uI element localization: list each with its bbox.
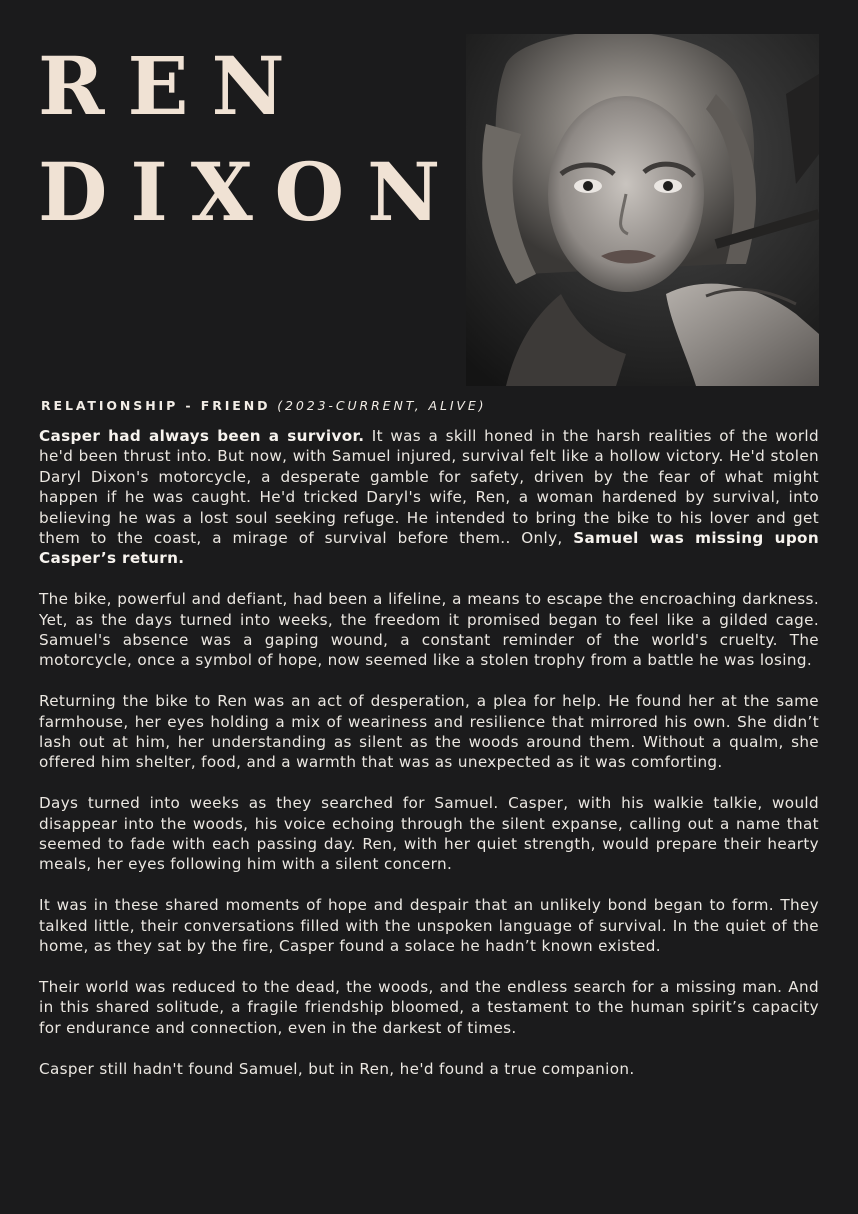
relationship-status: (2023-CURRENT, ALIVE)	[277, 398, 487, 413]
story-paragraph-2: The bike, powerful and defiant, had been a lifeline, a means to escape the encroaching darkness. Yet, as the days turned into weeks, the freedom it promised began to feel like a gilded cage. Samuel's absence was a gaping wound, a constant reminder of the world's cruelty. The motorcycle, once a symbol of hope, now seemed like a stolen trophy from a battle he was losing.	[39, 590, 819, 670]
story-paragraph-6: Their world was reduced to the dead, the woods, and the endless search for a missing man. And in this shared solitude, a fragile friendship bloomed, a testament to the human spirit’s capacity for endurance and connection, even in the darkest of times.	[39, 977, 819, 1037]
relationship-line	[41, 398, 486, 413]
portrait-illustration	[466, 34, 819, 386]
relationship-label: RELATIONSHIP - FRIEND	[41, 398, 271, 413]
story-paragraph-1	[39, 426, 819, 569]
story-closing-bold: Samuel was missing upon Casper’s return.	[39, 529, 819, 568]
story-paragraph-7: Casper still hadn't found Samuel, but in Ren, he'd found a true companion.	[39, 1059, 635, 1078]
title-first-name: REN	[38, 39, 308, 133]
character-portrait	[466, 34, 819, 386]
story-paragraph-5: It was in these shared moments of hope and despair that an unlikely bond began to form. They talked little, their conversations filled with the unspoken language of survival. In the quiet of the home, as they sat by the fire, Casper found a solace he hadn’t known existed.	[39, 896, 819, 956]
story-body	[39, 426, 819, 1079]
page-title	[38, 39, 464, 239]
story-paragraph-4: Days turned into weeks as they searched for Samuel. Casper, with his walkie talkie, would disappear into the woods, his voice echoing through the silent expanse, calling out a name that seemed to fade with each passing day. Ren, with her quiet strength, would prepare their hearty meals, her eyes following him with a silent concern.	[39, 794, 819, 874]
title-last-name: DIXON	[38, 145, 464, 239]
story-lead-bold: Casper had always been a survivor.	[39, 427, 365, 445]
story-paragraph-1-text: It was a skill honed in the harsh realities of the world he'd been thrust into. But now, with Samuel injured, survival felt like a hollow victory. He'd stolen Daryl Dixon's motorcycle, a desperate gamble for safety, driven by the fear of what might happen if he was caught. He'd tricked Daryl's wife, Ren, a woman hardened by survival, into believing he was a lost soul seeking refuge. He intended to bring the bike to his lover and get them to the coast, a mirage of survival before them.. Only,	[39, 427, 819, 548]
story-paragraph-3: Returning the bike to Ren was an act of desperation, a plea for help. He found her at the same farmhouse, her eyes holding a mix of weariness and resilience that mirrored his own. She didn’t lash out at him, her understanding as silent as the woods around them. Without a qualm, she offered him shelter, food, and a warmth that was as unexpected as it was comforting.	[39, 692, 819, 772]
